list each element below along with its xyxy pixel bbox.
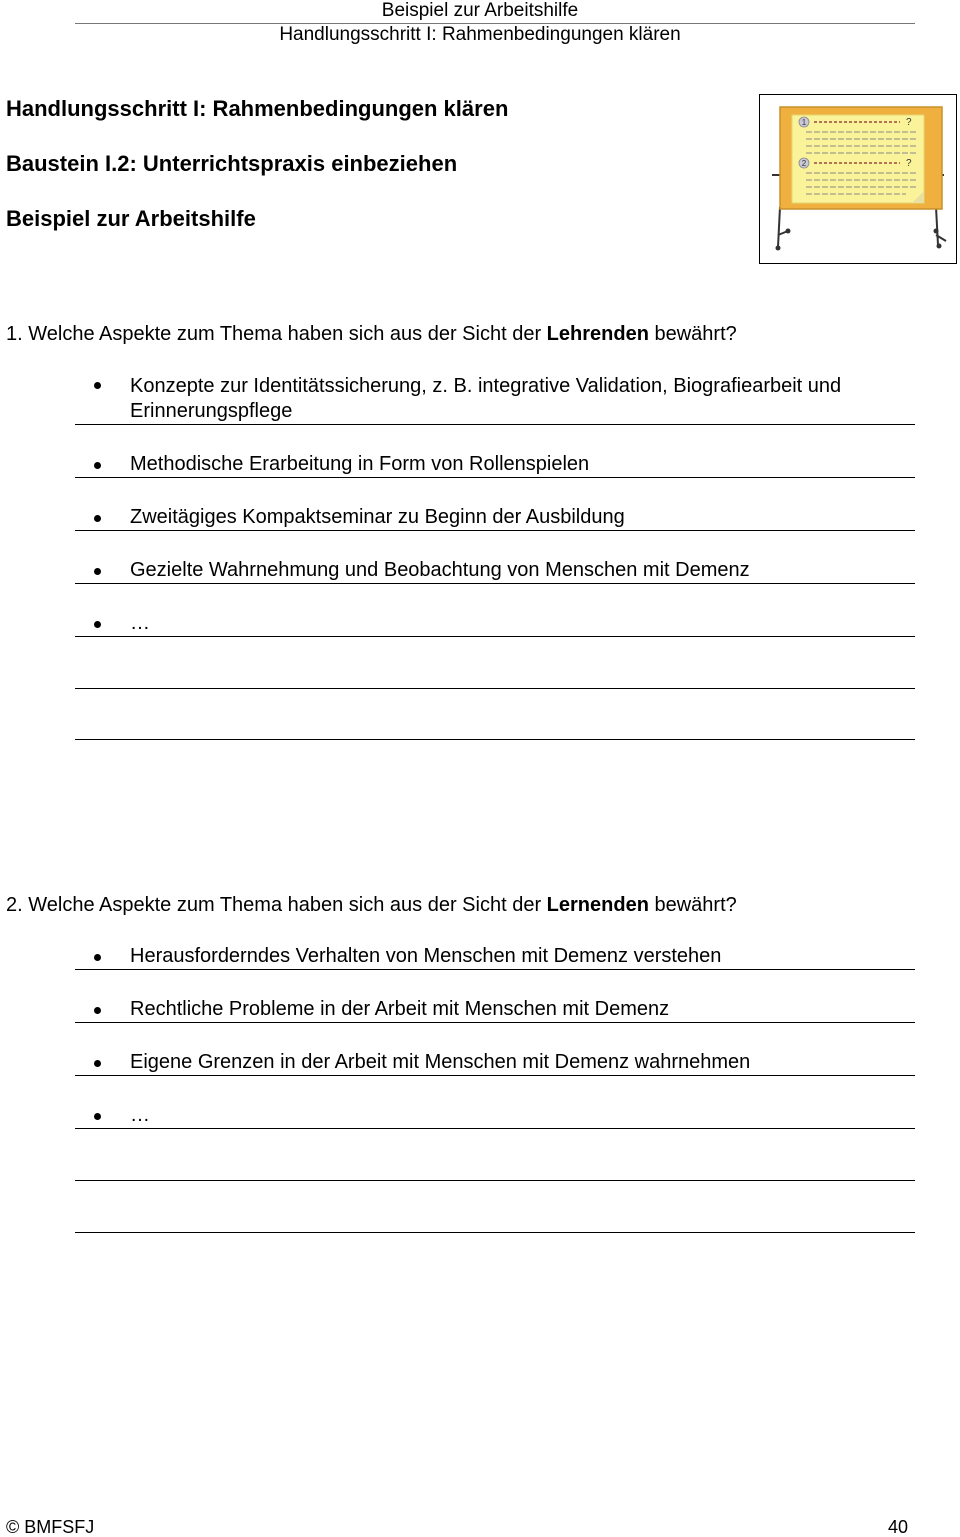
answer-line bbox=[75, 1022, 915, 1023]
bullet-icon bbox=[94, 954, 101, 961]
answer-line bbox=[75, 424, 915, 425]
bullet-icon bbox=[94, 568, 101, 575]
svg-text:2: 2 bbox=[801, 159, 807, 168]
list-item: Konzepte zur Identitätssicherung, z. B. integrative Validation, Biografiearbeit und Erinnerungspflege bbox=[130, 375, 842, 422]
list-item: Eigene Grenzen in der Arbeit mit Menschen mit Demenz wahrnehmen bbox=[130, 1051, 751, 1073]
header-title: Beispiel zur Arbeitshilfe bbox=[381, 0, 579, 21]
heading-beispiel: Beispiel zur Arbeitshilfe bbox=[6, 206, 256, 231]
bullet-icon bbox=[94, 515, 101, 522]
list-item: Methodische Erarbeitung in Form von Rollenspielen bbox=[130, 453, 590, 475]
bullet-icon bbox=[94, 382, 101, 389]
footer-copyright: © BMFSFJ bbox=[6, 1517, 95, 1537]
answer-line bbox=[75, 583, 915, 584]
answer-line bbox=[75, 1232, 915, 1233]
list-item: Herausforderndes Verhalten von Menschen mit Demenz verstehen bbox=[130, 945, 722, 967]
whiteboard-illustration bbox=[759, 94, 957, 264]
bullet-icon bbox=[94, 621, 101, 628]
answer-line bbox=[75, 739, 915, 740]
bullet-icon bbox=[94, 1060, 101, 1067]
svg-text:1: 1 bbox=[801, 118, 807, 127]
svg-text:?: ? bbox=[906, 158, 912, 169]
answer-line bbox=[75, 477, 915, 478]
heading-handlungsschritt: Handlungsschritt I: Rahmenbedingungen klären bbox=[6, 96, 509, 121]
answer-line bbox=[75, 969, 915, 970]
list-item: Zweitägiges Kompaktseminar zu Beginn der Ausbildung bbox=[130, 506, 625, 528]
question-lehrende: 1. Welche Aspekte zum Thema haben sich aus der Sicht der Lehrenden bewährt? bbox=[6, 323, 737, 345]
bullet-icon bbox=[94, 462, 101, 469]
page-number: 40 bbox=[888, 1517, 909, 1537]
question-lernende: 2. Welche Aspekte zum Thema haben sich aus der Sicht der Lernenden bewährt? bbox=[6, 894, 737, 916]
answer-line bbox=[75, 688, 915, 689]
bullet-icon bbox=[94, 1113, 101, 1120]
list-item: Gezielte Wahrnehmung und Beobachtung von Menschen mit Demenz bbox=[130, 559, 750, 581]
list-item: … bbox=[130, 1104, 150, 1126]
list-item: Rechtliche Probleme in der Arbeit mit Menschen mit Demenz bbox=[130, 998, 670, 1020]
bullet-icon bbox=[94, 1007, 101, 1014]
heading-baustein: Baustein I.2: Unterrichtspraxis einbeziehen bbox=[6, 151, 458, 176]
list-item: … bbox=[130, 612, 150, 634]
header-divider bbox=[75, 23, 915, 24]
answer-line bbox=[75, 636, 915, 637]
answer-line bbox=[75, 1180, 915, 1181]
answer-line bbox=[75, 530, 915, 531]
svg-text:?: ? bbox=[906, 117, 912, 128]
answer-line bbox=[75, 1075, 915, 1076]
header-subtitle: Handlungsschritt I: Rahmenbedingungen klären bbox=[279, 24, 681, 45]
whiteboard-icon bbox=[760, 95, 956, 263]
answer-line bbox=[75, 1128, 915, 1129]
